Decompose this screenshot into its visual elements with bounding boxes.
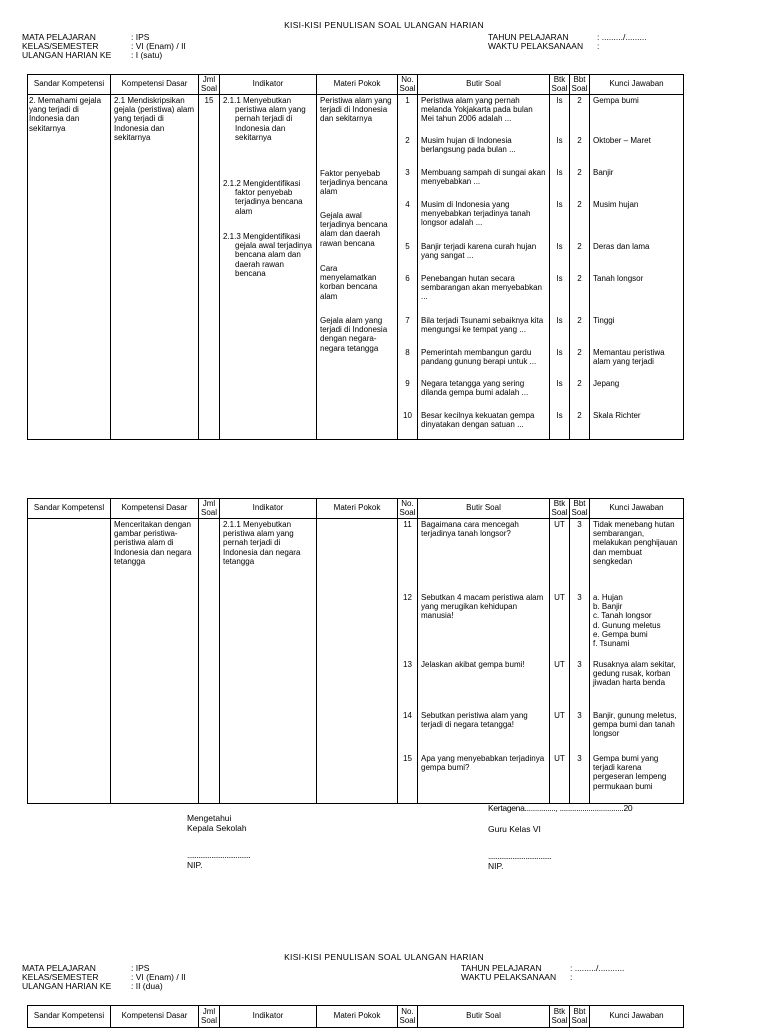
standar-kompetensi-cell: 2. Memahami gejala yang terjadi di Indonesia dan sekitarnya [28, 95, 111, 440]
butir-soal-7: Bila terjadi Tsunami sebaiknya kita mengungsi ke tempat yang ... [421, 316, 544, 335]
nomor-soal-15: 15 [403, 754, 412, 763]
header-nomor-soal: No. Soal [399, 74, 416, 93]
meta-label: KELAS/SEMESTER [22, 972, 99, 982]
meta-label: ULANGAN HARIAN KE [22, 981, 112, 991]
indikator-cell [220, 95, 317, 440]
meta-right-2 [461, 964, 624, 982]
butir-soal-4: Musim di Indonesia yang menyebabkan terjadinya tanah longsor adalah ... [421, 200, 531, 228]
signature-right [488, 804, 632, 871]
kunci-jawaban-15: Gempa bumi yang terjadi karena pergeseran lempeng permukaan bumi [593, 754, 667, 791]
place-date-label: Kertagena..............., ...............................20 [488, 803, 633, 813]
butir-soal-14: Sebutkan peristiwa alam yang terjadi di negara tetangga! [421, 711, 528, 730]
nomor-soal-11: 11 [403, 520, 412, 529]
meta-label: MATA PELAJARAN [22, 963, 96, 973]
jumlah-soal-cell: 15 [199, 95, 220, 440]
kisi-kisi-table-2 [27, 498, 684, 804]
bentuk-soal-7: Is [556, 316, 563, 325]
mengetahui-label: Mengetahui [187, 813, 232, 823]
kisi-kisi-table-3 [27, 1005, 684, 1028]
header-kunci-jawaban: Kunci Jawaban [590, 1006, 684, 1028]
materi-item: Cara menyelamatkan korban bencana alam [320, 264, 378, 301]
butir-soal-6: Penebangan hutan secara sembarangan akan menyebabkan ... [421, 274, 542, 302]
bentuk-soal-13: UT [554, 660, 565, 669]
bobot-soal-13: 3 [577, 660, 582, 669]
header-materi-pokok: Materi Pokok [317, 75, 398, 95]
materi-item: Gejala awal terjadinya bencana alam dan daerah rawan bencana [320, 211, 388, 248]
indikator-item: 2.1.3 Mengidentifikasi gejala awal terjadinya bencana alam dan daerah rawan bencana [223, 232, 312, 278]
bobot-soal-2: 2 [577, 136, 582, 145]
header-nomor-soal: No. Soal [399, 498, 416, 517]
header-butir-soal: Butir Soal [418, 499, 550, 519]
bobot-soal-11: 3 [577, 520, 582, 529]
kompetensi-dasar-cell: 2.1 Mendiskripsikan gejala (peristiwa) alam yang terjadi di Indonesia dan sekitarnya [111, 95, 199, 440]
bentuk-soal-cell [550, 519, 570, 804]
materi-item: Faktor penyebab terjadinya bencana alam [320, 169, 388, 197]
kunci-jawaban-10: Skala Richter [593, 411, 641, 420]
header-kunci-jawaban: Kunci Jawaban [590, 499, 684, 519]
materi-item: Gejala alam yang terjadi di Indonesia dengan negara-negara tetangga [320, 316, 388, 353]
header-jumlah-soal: Jml Soal [199, 1006, 220, 1028]
nomor-soal-2: 2 [405, 136, 410, 145]
meta-label: MATA PELAJARAN [22, 32, 96, 42]
kompetensi-dasar-cell: Menceritakan dengan gambar peristiwa-peristiwa alam di Indonesia dan negara tetangga [111, 519, 199, 804]
header-materi-pokok: Materi Pokok [317, 1006, 398, 1028]
bobot-soal-cell [570, 95, 590, 440]
meta-value: : [597, 41, 600, 51]
header-butir-soal: Butir Soal [418, 75, 550, 95]
bentuk-soal-3: Is [556, 168, 563, 177]
butir-soal-3: Membuang sampah di sungai akan menyebabkan ... [421, 168, 546, 187]
meta-left [22, 33, 186, 60]
bentuk-soal-1: Is [556, 96, 563, 105]
nomor-soal-cell [398, 519, 418, 804]
bentuk-soal-9: Is [556, 379, 563, 388]
butir-soal-1: Peristiwa alam yang pernah melanda Yokjakarta pada bulan Mei tahun 2006 adalah ... [421, 96, 533, 124]
meta-value: : [570, 972, 573, 982]
materi-pokok-cell [317, 519, 398, 804]
meta-label: WAKTU PELAKSANAAN [488, 41, 584, 51]
bobot-soal-10: 2 [577, 411, 582, 420]
kunci-jawaban-11: Tidak menebang hutan sembarangan, melakukan penghijauan dan membuat sengkedan [593, 520, 678, 566]
nip-label: NIP. [187, 859, 203, 870]
standar-kompetensi-cell [28, 519, 111, 804]
materi-pokok-cell [317, 95, 398, 440]
meta-label: WAKTU PELAKSANAAN [461, 972, 557, 982]
meta-label: TAHUN PELAJARAN [488, 32, 569, 42]
table-row [28, 95, 684, 440]
meta-value: : VI (Enam) / II [131, 972, 186, 982]
meta-value: : IPS [131, 963, 150, 973]
meta-left-2 [22, 964, 186, 991]
kunci-jawaban-9: Jepang [593, 379, 620, 388]
nomor-soal-5: 5 [405, 242, 410, 251]
header-kompetensi-dasar: Kompetensi Dasar [111, 499, 199, 519]
table-header-row [28, 499, 684, 519]
nomor-soal-1: 1 [405, 96, 410, 105]
butir-soal-15: Apa yang menyebabkan terjadinya gempa bumi? [421, 754, 545, 773]
kunci-jawaban-3: Banjir [593, 168, 614, 177]
nomor-soal-8: 8 [405, 348, 410, 357]
bobot-soal-4: 2 [577, 200, 582, 209]
kunci-jawaban-12: a. Hujan b. Banjir c. Tanah longsor d. Gunung meletus e. Gempa bumi f. Tsunami [593, 593, 661, 649]
nomor-soal-6: 6 [405, 274, 410, 283]
header-indikator: Indikator [220, 499, 317, 519]
meta-label: KELAS/SEMESTER [22, 41, 99, 51]
kunci-jawaban-4: Musim hujan [593, 200, 639, 209]
nomor-soal-4: 4 [405, 200, 410, 209]
bobot-soal-3: 2 [577, 168, 582, 177]
bentuk-soal-8: Is [556, 348, 563, 357]
header-jumlah-soal: Jml Soal [199, 75, 220, 95]
bobot-soal-7: 2 [577, 316, 582, 325]
header-standar-kompetensi: Sandar Kompetensi [28, 1006, 111, 1028]
meta-label: ULANGAN HARIAN KE [22, 50, 112, 60]
butir-soal-8: Pemerintah membangun gardu pandang gunung berapi untuk ... [421, 348, 537, 367]
kepala-sekolah-label: Kepala Sekolah [187, 822, 247, 833]
signature-line: .................................. [187, 850, 251, 860]
kunci-jawaban-13: Rusaknya alam sekitar, gedung rusak, korban jiwadan harta benda [593, 660, 676, 688]
bentuk-soal-2: Is [556, 136, 563, 145]
bobot-soal-5: 2 [577, 242, 582, 251]
bentuk-soal-4: Is [556, 200, 563, 209]
kunci-jawaban-7: Tinggi [593, 316, 615, 325]
header-kompetensi-dasar: Kompetensi Dasar [111, 1006, 199, 1028]
guru-kelas-label: Guru Kelas VI [488, 823, 541, 834]
bentuk-soal-5: Is [556, 242, 563, 251]
header-bobot-soal: Bbt Soal [570, 1006, 590, 1028]
header-nomor-soal: No. Soal [398, 1006, 418, 1028]
nomor-soal-12: 12 [403, 593, 412, 602]
nomor-soal-3: 3 [405, 168, 410, 177]
kunci-jawaban-cell [590, 519, 684, 804]
header-indikator: Indikator [220, 75, 317, 95]
bentuk-soal-cell [550, 95, 570, 440]
bobot-soal-12: 3 [577, 593, 582, 602]
bobot-soal-14: 3 [577, 711, 582, 720]
meta-right [488, 33, 647, 51]
nomor-soal-7: 7 [405, 316, 410, 325]
table-header-row [28, 75, 684, 95]
bobot-soal-15: 3 [577, 754, 582, 763]
materi-item: Peristiwa alam yang terjadi di Indonesia dan sekitarnya [320, 96, 392, 124]
signature-left [187, 814, 250, 870]
document-title-2: KISI-KISI PENULISAN SOAL ULANGAN HARIAN [284, 952, 484, 962]
kunci-jawaban-8: Memantau peristiwa alam yang terjadi [593, 348, 665, 367]
header-standar-kompetensi: Sandar Kompetensi [28, 75, 111, 95]
header-bentuk-soal: Btk Soal [551, 74, 568, 93]
header-kunci-jawaban: Kunci Jawaban [590, 75, 684, 95]
butir-soal-cell [418, 95, 550, 440]
header-bentuk-soal: Btk Soal [550, 1006, 570, 1028]
meta-value: : VI (Enam) / II [131, 41, 186, 51]
kunci-jawaban-cell [590, 95, 684, 440]
meta-value: : I (satu) [131, 50, 163, 60]
bentuk-soal-14: UT [554, 711, 565, 720]
indikator-cell: 2.1.1 Menyebutkan peristiwa alam yang pernah terjadi di Indonesia dan negara tetangga [220, 519, 317, 804]
bobot-soal-9: 2 [577, 379, 582, 388]
nomor-soal-9: 9 [405, 379, 410, 388]
table-header-row [28, 1006, 684, 1028]
kunci-jawaban-1: Gempa bumi [593, 96, 639, 105]
kunci-jawaban-6: Tanah longsor [593, 274, 644, 283]
header-butir-soal: Butir Soal [418, 1006, 550, 1028]
indikator-item: 2.1.1 Menyebutkan peristiwa alam yang pernah terjadi di Indonesia dan sekitarnya [223, 96, 306, 142]
butir-soal-12: Sebutkan 4 macam peristiwa alam yang merugikan kehidupan manusia! [421, 593, 544, 621]
header-bobot-soal: Bbt Soal [571, 498, 588, 517]
indikator-item: 2.1.2 Mengidentifikasi faktor penyebab terjadinya bencana alam [223, 179, 303, 216]
meta-label: TAHUN PELAJARAN [461, 963, 542, 973]
bobot-soal-8: 2 [577, 348, 582, 357]
header-jumlah-soal: Jml Soal [199, 499, 220, 519]
document-title: KISI-KISI PENULISAN SOAL ULANGAN HARIAN [284, 20, 484, 30]
kunci-jawaban-5: Deras dan lama [593, 242, 650, 251]
butir-soal-cell [418, 519, 550, 804]
bobot-soal-cell [570, 519, 590, 804]
kunci-jawaban-14: Banjir, gunung meletus, gempa bumi dan tanah longsor [593, 711, 677, 739]
bobot-soal-6: 2 [577, 274, 582, 283]
bobot-soal-1: 2 [577, 96, 582, 105]
kunci-jawaban-2: Oktober – Maret [593, 136, 651, 145]
bentuk-soal-6: Is [556, 274, 563, 283]
bentuk-soal-11: UT [554, 520, 565, 529]
bentuk-soal-12: UT [554, 593, 565, 602]
meta-value: : ........./......... [597, 32, 647, 42]
header-standar-kompetensi: Sandar Kompetensl [28, 499, 111, 519]
butir-soal-11: Bagaimana cara mencegah terjadinya tanah longsor? [421, 520, 519, 539]
nomor-soal-14: 14 [403, 711, 412, 720]
nomor-soal-10: 10 [403, 411, 412, 420]
signature-line: .................................. [488, 851, 552, 861]
meta-value: : IPS [131, 32, 150, 42]
butir-soal-10: Besar kecilnya kekuatan gempa dinyatakan dengan satuan ... [421, 411, 535, 430]
butir-soal-5: Banjir terjadi karena curah hujan yang sangat ... [421, 242, 537, 261]
kisi-kisi-table-1 [27, 74, 684, 440]
table-row [28, 519, 684, 804]
meta-value: : ........./........... [570, 963, 625, 973]
bentuk-soal-15: UT [554, 754, 565, 763]
bentuk-soal-10: Is [556, 411, 563, 420]
butir-soal-13: Jelaskan akibat gempa bumi! [421, 660, 525, 669]
butir-soal-2: Musim hujan di Indonesia berlangsung pada bulan ... [421, 136, 516, 155]
header-indikator: Indikator [220, 1006, 317, 1028]
header-bobot-soal: Bbt Soal [571, 74, 588, 93]
butir-soal-9: Negara tetangga yang sering dilanda gempa bumi adalah ... [421, 379, 529, 398]
nomor-soal-13: 13 [403, 660, 412, 669]
header-bentuk-soal: Btk Soal [551, 498, 568, 517]
nomor-soal-cell [398, 95, 418, 440]
header-materi-pokok: Materi Pokok [317, 499, 398, 519]
meta-value: : II (dua) [131, 981, 163, 991]
jumlah-soal-cell [199, 519, 220, 804]
nip-label: NIP. [488, 860, 504, 871]
header-kompetensi-dasar: Kompetensi Dasar [111, 75, 199, 95]
